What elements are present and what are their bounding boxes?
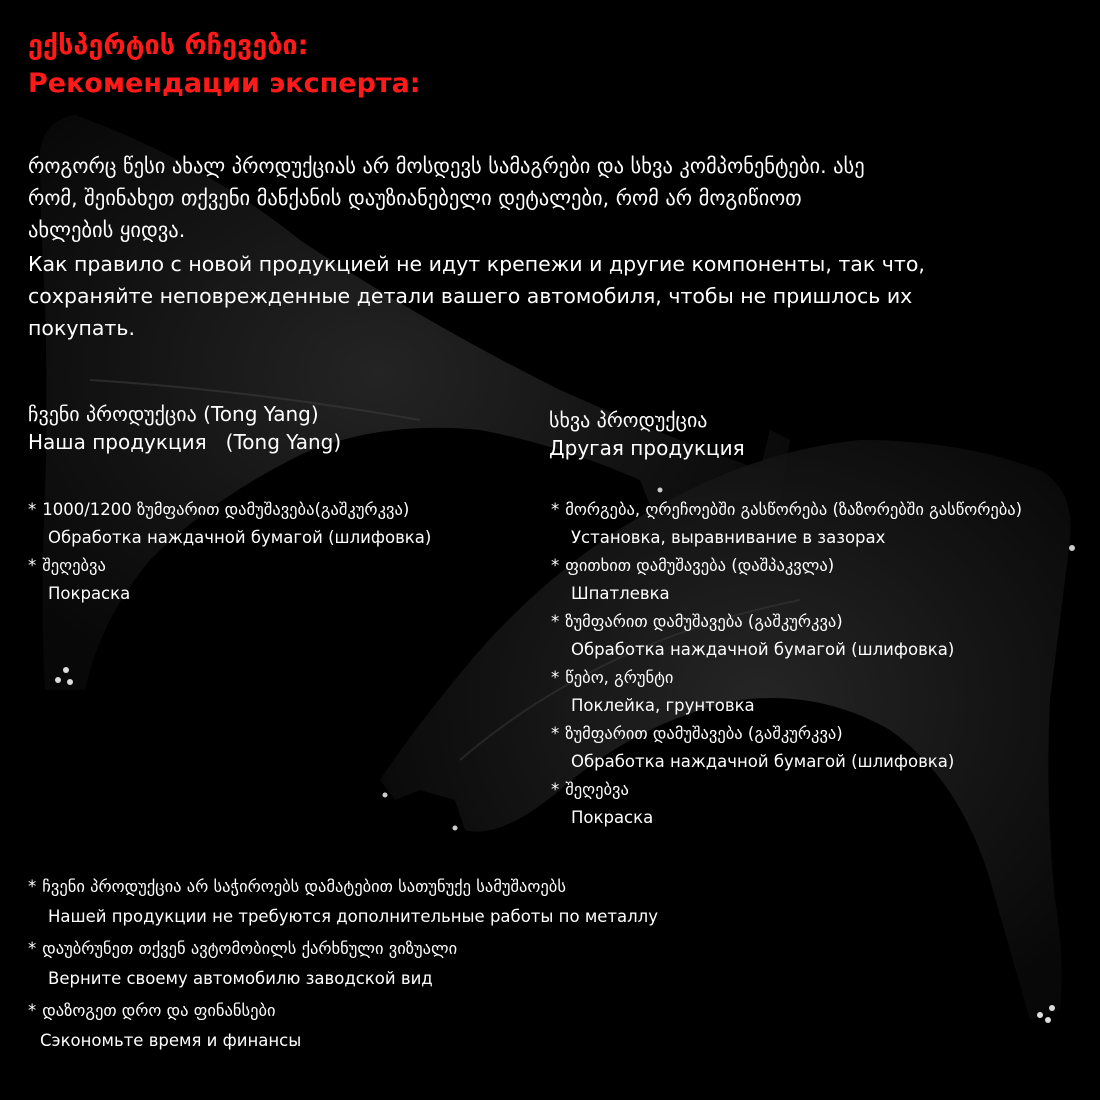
bullet-star: * [551,724,560,743]
item-ru: Покраска [571,808,654,827]
right-column-list [551,496,1022,832]
bullet-star: * [551,668,560,687]
item-ka: წებო, გრუნტი [565,668,674,687]
item-ru: Обработка наждачной бумагой (шлифовка) [48,528,432,547]
item-ka: დაზოგეთ დრო და ფინანსები [42,1001,276,1020]
list-item [551,664,1022,720]
intro-georgian [28,150,865,246]
item-ru: Обработка наждачной бумагой (шлифовка) [571,752,955,771]
item-ka: ზუმფარით დამუშავება (გაშკურკვა) [565,724,843,743]
intro-ru-line: Как правило с новой продукцией не идут крепежи и другие компоненты, так что, [28,252,925,276]
bullet-star: * [28,939,37,958]
list-item [551,608,1022,664]
item-ka: 1000/1200 ზუმფარით დამუშავება(გაშკურკვა) [42,500,410,519]
intro-ru-line: покупать. [28,316,135,340]
list-item [551,496,1022,552]
item-ru: Верните своему автомобилю заводской вид [48,969,433,988]
bullet-star: * [28,556,37,575]
item-ka: შეღებვა [42,556,106,575]
list-item [551,776,1022,832]
left-column-list [28,496,431,608]
intro-ka-line: როგორც წესი ახალ პროდუქციას არ მოსდევს სამაგრები და სხვა კომპონენტები. ასე [28,154,865,178]
bullet-star: * [28,500,37,519]
list-item [551,552,1022,608]
right-heading-ru: Другая продукция [549,436,745,460]
intro-russian [28,248,925,344]
left-column-heading [28,400,341,456]
item-ru: Сэкономьте время и финансы [40,1031,302,1050]
item-ka: ფითხით დამუშავება (დაშპაკვლა) [565,556,835,575]
intro-ka-line: რომ, შეინახეთ თქვენი მანქანის დაუზიანებელი დეტალები, რომ არ მოგიწიოთ [28,186,802,210]
list-item [28,872,658,932]
bottom-benefits-list [28,872,658,1056]
list-item [28,934,658,994]
title-russian: Рекомендации эксперта: [28,68,421,99]
bullet-star: * [551,780,560,799]
item-ka: დაუბრუნეთ თქვენ ავტომობილს ქარხნული ვიზუალი [42,939,458,958]
bullet-star: * [551,556,560,575]
right-column-heading [549,406,745,462]
item-ka: შეღებვა [565,780,629,799]
item-ru: Установка, выравнивание в зазорах [571,528,886,547]
intro-ka-line: ახლების ყიდვა. [28,218,186,242]
item-ru: Покраска [48,584,131,603]
list-item [28,996,658,1056]
bullet-star: * [551,612,560,631]
bullet-star: * [28,1001,37,1020]
title-georgian: ექსპერტის რჩევები: [28,30,309,61]
item-ka: მორგება, ღრეჩოებში გასწორება (ზაზორებში გასწორება) [565,500,1023,519]
intro-ru-line: сохраняйте неповрежденные детали вашего автомобиля, чтобы не пришлось их [28,284,913,308]
left-heading-ka: ჩვენი პროდუქცია (Tong Yang) [28,402,319,426]
list-item [28,496,431,552]
bullet-star: * [551,500,560,519]
bullet-star: * [28,877,37,896]
item-ru: Шпатлевка [571,584,670,603]
list-item [28,552,431,608]
left-heading-ru: Наша продукция (Tong Yang) [28,430,342,454]
item-ka: ზუმფარით დამუშავება (გაშკურკვა) [565,612,843,631]
list-item [551,720,1022,776]
item-ka: ჩვენი პროდუქცია არ საჭიროებს დამატებით სათუნუქე სამუშაოებს [42,877,566,896]
item-ru: Обработка наждачной бумагой (шлифовка) [571,640,955,659]
right-heading-ka: სხვა პროდუქცია [549,408,708,432]
item-ru: Нашей продукции не требуются дополнительные работы по металлу [48,907,658,926]
item-ru: Поклейка, грунтовка [571,696,755,715]
